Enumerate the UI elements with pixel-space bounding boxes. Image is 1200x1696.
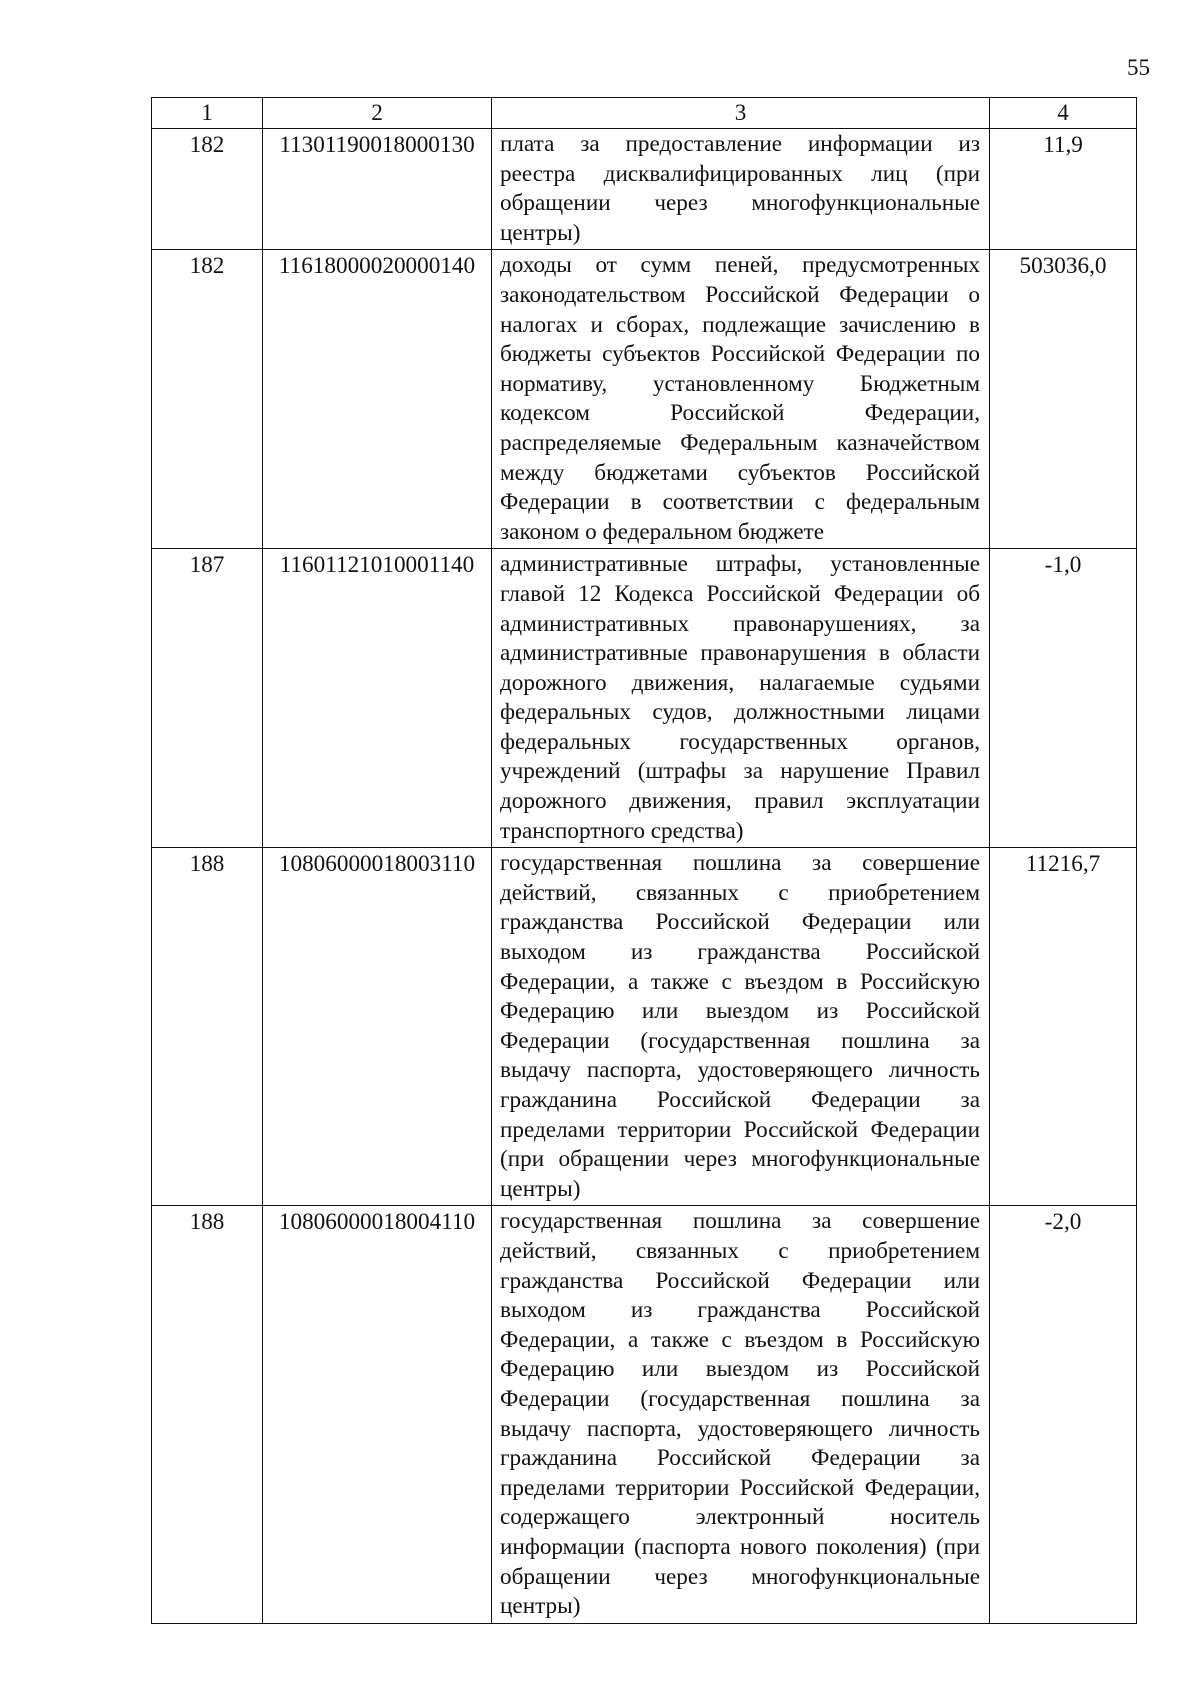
admin-code-cell: 187 bbox=[152, 549, 263, 848]
amount-cell: -2,0 bbox=[990, 1206, 1137, 1623]
header-row bbox=[152, 98, 1137, 129]
table-row bbox=[152, 549, 1137, 848]
column-header-4: 4 bbox=[990, 98, 1137, 129]
description-cell: административные штрафы, установленные главой 12 Кодекса Российской Федерации об административных правонарушениях, за административные правонарушения в области дорожного движения, налагаемые судьями федеральных судов, должностными лицами федеральных государственных органов, учреждений (штрафы за нарушение Правил дорожного движения, правил эксплуатации транспортного средства) bbox=[492, 549, 990, 848]
column-header-3: 3 bbox=[492, 98, 990, 129]
table-row bbox=[152, 250, 1137, 549]
description-cell: доходы от сумм пеней, предусмотренных законодательством Российской Федерации о налогах и сборах, подлежащие зачислению в бюджеты субъектов Российской Федерации по нормативу, установленному Бюджетным кодексом Российской Федерации, распределяемые Федеральным казначейством между бюджетами субъектов Российской Федерации в соответствии с федеральным законом о федеральном бюджете bbox=[492, 250, 990, 549]
table-body bbox=[152, 129, 1137, 1624]
table-row bbox=[152, 1206, 1137, 1623]
admin-code-cell: 182 bbox=[152, 250, 263, 549]
page-number: 55 bbox=[1127, 55, 1150, 80]
table-row bbox=[152, 848, 1137, 1206]
admin-code-cell: 182 bbox=[152, 129, 263, 250]
column-header-1: 1 bbox=[152, 98, 263, 129]
description-cell: государственная пошлина за совершение действий, связанных с приобретением гражданства Российской Федерации или выходом из гражданства Российской Федерации, а также с въездом в Российскую Федерацию или выездом из Российской Федерации (государственная пошлина за выдачу паспорта, удостоверяющего личность гражданина Российской Федерации за пределами территории Российской Федерации (при обращении через многофункциональные центры) bbox=[492, 848, 990, 1206]
revenue-code-cell: 10806000018003110 bbox=[263, 848, 492, 1206]
table-header bbox=[152, 98, 1137, 129]
revenue-code-cell: 11618000020000140 bbox=[263, 250, 492, 549]
admin-code-cell: 188 bbox=[152, 848, 263, 1206]
amount-cell: -1,0 bbox=[990, 549, 1137, 848]
budget-revenue-table bbox=[151, 97, 1137, 1624]
admin-code-cell: 188 bbox=[152, 1206, 263, 1623]
table-row bbox=[152, 129, 1137, 250]
revenue-code-cell: 10806000018004110 bbox=[263, 1206, 492, 1623]
amount-cell: 11216,7 bbox=[990, 848, 1137, 1206]
revenue-code-cell: 11601121010001140 bbox=[263, 549, 492, 848]
description-cell: государственная пошлина за совершение действий, связанных с приобретением гражданства Российской Федерации или выходом из гражданства Российской Федерации, а также с въездом в Российскую Федерацию или выездом из Российской Федерации (государственная пошлина за выдачу паспорта, удостоверяющего личность гражданина Российской Федерации за пределами территории Российской Федерации, содержащего электронный носитель информации (паспорта нового поколения) (при обращении через многофункциональные центры) bbox=[492, 1206, 990, 1623]
amount-cell: 503036,0 bbox=[990, 250, 1137, 549]
amount-cell: 11,9 bbox=[990, 129, 1137, 250]
description-cell: плата за предоставление информации из реестра дисквалифицированных лиц (при обращении через многофункциональные центры) bbox=[492, 129, 990, 250]
revenue-code-cell: 11301190018000130 bbox=[263, 129, 492, 250]
column-header-2: 2 bbox=[263, 98, 492, 129]
